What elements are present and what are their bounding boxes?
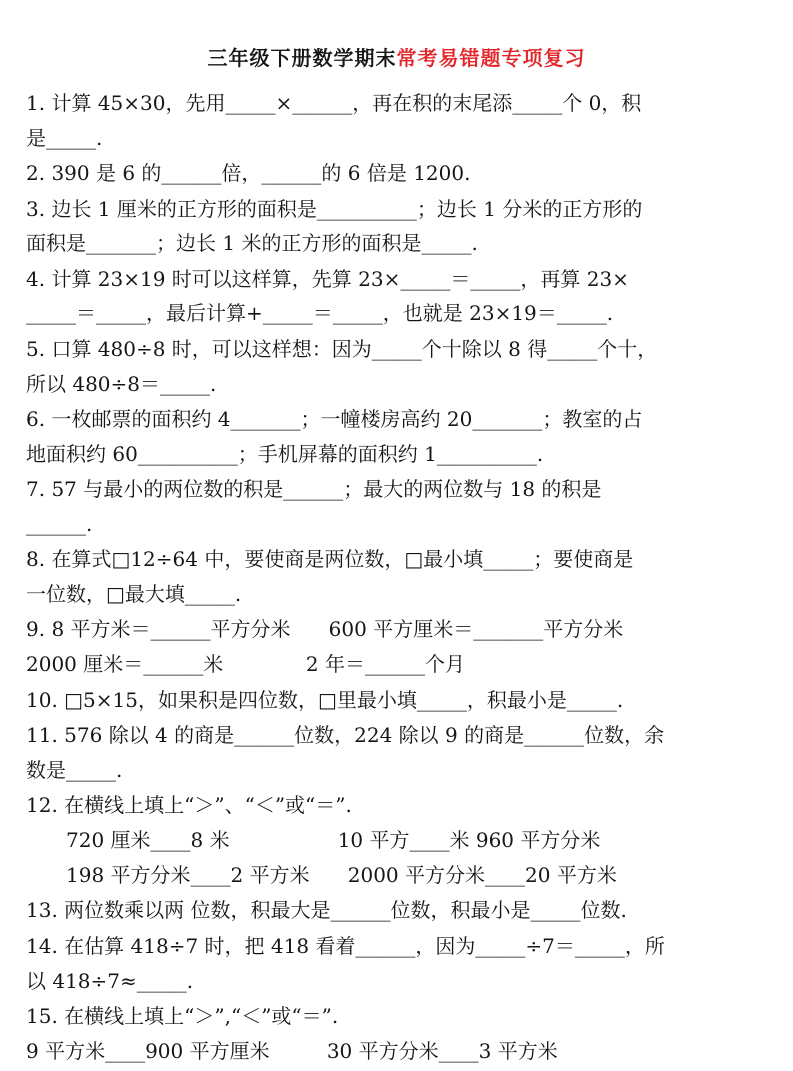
- line-text: 9. 8 平方米＝______平方分米 600 平方厘米＝_______平方分米: [26, 617, 624, 641]
- question-7-line-2: [26, 507, 92, 541]
- question-15-row-1: [26, 1034, 558, 1068]
- line-text: 是_____.: [26, 126, 103, 150]
- line-text: 1. 计算 45×30，先用_____×______，再在积的末尾添_____个 0，积: [26, 91, 642, 115]
- line-text: 13. 两位数乘以两 位数，积最大是______位数，积最小是_____位数.: [26, 898, 627, 922]
- question-5-line-1: [26, 332, 657, 366]
- question-15-prompt: [26, 999, 338, 1033]
- line-text: 2000 厘米＝______米 2 年＝______个月: [26, 652, 465, 676]
- line-text: 所以 480÷8＝_____.: [26, 372, 217, 396]
- question-12-prompt: [26, 788, 352, 822]
- title-highlight: 常考易错题专项复习: [396, 46, 586, 70]
- line-text: 4. 计算 23×19 时可以这样算，先算 23×_____＝_____，再算 23×: [26, 267, 629, 291]
- line-text: 7. 57 与最小的两位数的积是______；最大的两位数与 18 的积是: [26, 477, 602, 501]
- line-text: 11. 576 除以 4 的商是______位数，224 除以 9 的商是______位数，余: [26, 723, 665, 747]
- line-text: _____＝_____，最后计算+_____＝_____，也就是 23×19＝_____.: [26, 301, 614, 325]
- question-14-line-1: [26, 929, 665, 963]
- question-1-line-2: [26, 121, 102, 155]
- question-12-row-1: [66, 823, 600, 857]
- question-11-line-2: [26, 753, 122, 787]
- question-12-row-2: [66, 858, 617, 892]
- question-14-line-2: [26, 964, 193, 998]
- question-11-line-1: [26, 718, 664, 752]
- line-text: 3. 边长 1 厘米的正方形的面积是__________；边长 1 分米的正方形的: [26, 197, 643, 221]
- question-10: [26, 683, 623, 717]
- line-text: 10. □5×15，如果积是四位数，□里最小填_____，积最小是_____.: [26, 688, 624, 712]
- line-text: 地面积约 60__________；手机屏幕的面积约 1__________.: [26, 442, 544, 466]
- question-9-line-1: [26, 612, 623, 646]
- line-text: 14. 在估算 418÷7 时，把 418 看着______，因为_____÷7＝_____，所: [26, 934, 665, 958]
- question-2: [26, 156, 470, 190]
- question-4-line-1: [26, 262, 629, 296]
- question-8-line-2: [26, 577, 241, 611]
- question-6-line-1: [26, 402, 642, 436]
- line-text: 5. 口算 480÷8 时，可以这样想：因为_____个十除以 8 得_____个十，: [26, 337, 658, 361]
- line-text: 720 厘米____8 米 10 平方____米 960 平方分米: [66, 828, 601, 852]
- question-1-line-1: [26, 86, 641, 120]
- line-text: 15. 在横线上填上“＞”,“＜”或“＝”.: [26, 1004, 339, 1028]
- line-text: 8. 在算式□12÷64 中，要使商是两位数，□最小填_____；要使商是: [26, 547, 634, 571]
- line-text: 以 418÷7≈_____.: [26, 969, 194, 993]
- line-text: 12. 在横线上填上“＞”、“＜”或“＝”.: [26, 793, 352, 817]
- line-text: 6. 一枚邮票的面积约 4_______；一幢楼房高约 20_______；教室的占: [26, 407, 643, 431]
- question-7-line-1: [26, 472, 601, 506]
- line-text: 198 平方分米____2 平方米 2000 平方分米____20 平方米: [66, 863, 617, 887]
- question-5-line-2: [26, 367, 216, 401]
- question-4-line-2: [26, 296, 613, 330]
- line-text: 一位数，□最大填_____.: [26, 582, 242, 606]
- line-text: 面积是_______；边长 1 米的正方形的面积是_____.: [26, 231, 478, 255]
- line-text: ______.: [26, 512, 93, 536]
- question-3-line-1: [26, 192, 642, 226]
- line-text: 2. 390 是 6 的______倍，______的 6 倍是 1200.: [26, 161, 471, 185]
- question-3-line-2: [26, 226, 478, 260]
- title-main: 三年级下册数学期末: [207, 46, 397, 70]
- question-6-line-2: [26, 437, 543, 471]
- line-text: 数是_____.: [26, 758, 123, 782]
- question-9-line-2: [26, 647, 465, 681]
- page-title: [0, 34, 793, 82]
- line-text: 9 平方米____900 平方厘米 30 平方分米____3 平方米: [26, 1039, 558, 1063]
- question-13: [26, 893, 627, 927]
- question-8-line-1: [26, 542, 633, 576]
